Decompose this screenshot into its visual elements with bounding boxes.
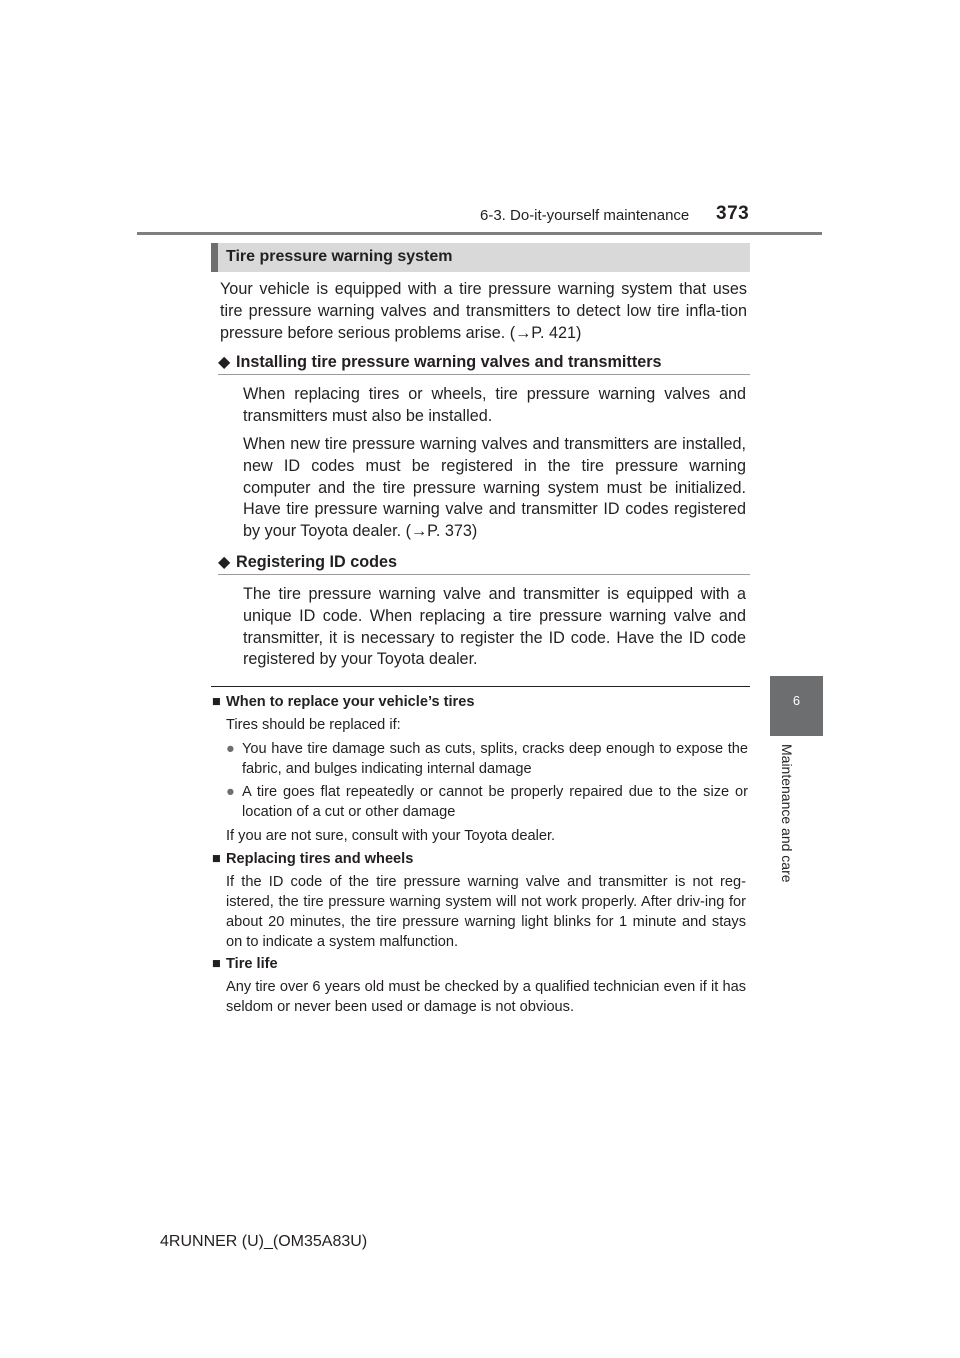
note-heading-replace-tires <box>212 694 474 710</box>
paragraph: When replacing tires or wheels, tire pressure warning valves and transmitters must also be installed. <box>243 385 746 425</box>
notes-divider <box>211 686 750 687</box>
subsection-heading-installing <box>218 352 750 375</box>
note-text: Any tire over 6 years old must be checked by a qualified technician even if it has seldom or never been used or damage is not obvious. <box>226 979 746 1015</box>
note-heading-tire-life <box>212 956 278 972</box>
header-rule <box>137 232 822 235</box>
footer-model: 4RUNNER (U)_(OM35A83U) <box>160 1233 368 1250</box>
paragraph: The tire pressure warning valve and transmitter is equipped with a unique ID code. When replacing a tire pressure warning valve and transmitter, it is necessary to register the ID code. Have the ID code registered by your Toyota dealer. <box>243 585 746 669</box>
page-number: 373 <box>716 203 750 224</box>
paragraph: When new tire pressure warning valves and transmitters are installed, new ID codes must be registered in the tire pressure warning computer and the tire pressure warning system must be initialized. Have tire pressure warning valve and transmitter ID codes registered by your Toyota dealer. (→P. 373) <box>243 435 746 541</box>
subsection-title: Registering ID codes <box>236 553 398 571</box>
chapter-tab-number: 6 <box>792 693 801 708</box>
chapter-tab-label: Maintenance and care <box>779 744 795 883</box>
diamond-bullet-icon: ◆ <box>218 554 231 571</box>
note-title: When to replace your vehicle’s tires <box>226 694 475 710</box>
note-text: If the ID code of the tire pressure warning valve and transmitter is not reg-istered, the tire pressure warning system will not work properly. After driv-ing for about 20 minutes, the tire pressure warning light blinks for 1 minute and stays on to indicate a system malfunction. <box>226 874 746 950</box>
note-title: Replacing tires and wheels <box>226 851 414 867</box>
section-title: Tire pressure warning system <box>226 248 453 265</box>
square-bullet-icon: ■ <box>212 694 221 710</box>
note-tail: If you are not sure, consult with your Toyota dealer. <box>226 828 556 844</box>
note-lead: Tires should be replaced if: <box>226 717 401 733</box>
note-heading-replacing-wheels <box>212 851 413 867</box>
square-bullet-icon: ■ <box>212 851 221 867</box>
note-bullet: ● A tire goes flat repeatedly or cannot be properly repaired due to the size or location of a cut or other damage <box>226 784 748 820</box>
circle-bullet-icon: ● <box>226 784 235 800</box>
subsection-heading-registering <box>218 552 750 575</box>
note-bullet: ● You have tire damage such as cuts, splits, cracks deep enough to expose the fabric, and bulges indicating internal damage <box>226 741 748 777</box>
square-bullet-icon: ■ <box>212 956 221 972</box>
circle-bullet-icon: ● <box>226 741 235 757</box>
subsection-title: Installing tire pressure warning valves and transmitters <box>236 353 662 371</box>
running-header-section: 6-3. Do-it-yourself maintenance <box>480 207 690 224</box>
note-title: Tire life <box>226 956 278 972</box>
diamond-bullet-icon: ◆ <box>218 354 231 371</box>
section-intro: Your vehicle is equipped with a tire pressure warning system that uses tire pressure warning valves and transmitters to detect low tire infla-tion pressure before serious problems arise. (→P. 421) <box>220 280 747 342</box>
